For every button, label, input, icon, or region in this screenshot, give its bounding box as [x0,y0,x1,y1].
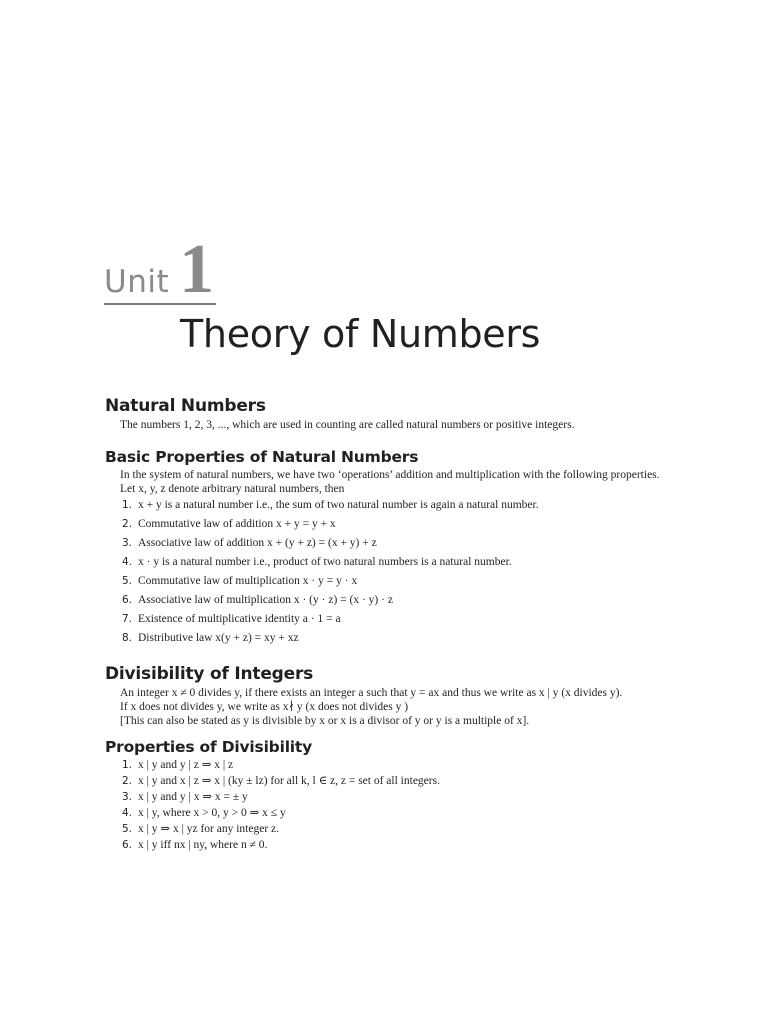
item-number: 8. [121,632,132,644]
item-number: 2. [121,775,132,787]
item-text: x | y and y | x ⇒ x = ± y [138,791,248,803]
list-item [105,593,665,607]
divisibility-note: [This can also be stated as y is divisible by x or x is a divisor of y or y is a multiple of x]. [120,715,530,727]
list-item [105,838,665,852]
item-number: 3. [121,791,132,803]
list-item [105,517,665,531]
heading-natural-numbers: Natural Numbers [105,396,266,416]
item-number: 7. [121,613,132,625]
heading-divisibility: Divisibility of Integers [105,664,314,684]
item-text: x · y is a natural number i.e., product of two natural numbers is a natural number. [138,556,512,568]
item-text: Associative law of addition x + (y + z) = (x + y) + z [138,537,377,549]
unit-label [104,231,216,308]
item-number: 1. [121,499,132,511]
unit-word: Unit [104,264,170,300]
page-content [105,396,665,852]
list-item [105,822,665,836]
list-item [105,806,665,820]
item-text: Commutative law of addition x + y = y + x [138,518,336,530]
basic-properties-list [105,498,665,645]
unit-rule [104,231,216,308]
list-item [105,574,665,588]
item-number: 1. [121,759,132,771]
natural-numbers-text: The numbers 1, 2, 3, ..., which are used in counting are called natural numbers or positive integers. [120,419,575,431]
list-item [105,790,665,804]
item-text: x | y ⇒ x | yz for any integer z. [138,823,280,835]
divisibility-definition: An integer x ≠ 0 divides y, if there exists an integer a such that y = ax and thus we write as x | y (x divides y). [120,687,623,699]
item-text: x | y and x | z ⇒ x | (ky ± lz) for all k, l ∈ z, z = set of all integers. [138,775,440,787]
item-number: 2. [121,518,132,530]
item-text: x | y iff nx | ny, where n ≠ 0. [138,839,268,851]
item-text: Existence of multiplicative identity a · 1 = a [138,613,341,625]
list-item [105,612,665,626]
chapter-title: Theory of Numbers [180,312,541,356]
list-item [105,498,665,512]
item-text: Commutative law of multiplication x · y = y · x [138,575,358,587]
list-item [105,536,665,550]
list-item [105,774,665,788]
item-number: 6. [121,594,132,606]
basic-properties-let: Let x, y, z denote arbitrary natural numbers, then [120,483,345,495]
item-number: 4. [121,807,132,819]
item-number: 3. [121,537,132,549]
item-text: Distributive law x(y + z) = xy + xz [138,632,299,644]
divisibility-not-divides: If x does not divides y, we write as x∤ y (x does not divides y ) [120,701,409,713]
item-text: x | y, where x > 0, y > 0 ⇒ x ≤ y [138,807,286,819]
heading-divisibility-properties: Properties of Divisibility [105,738,313,756]
item-number: 5. [121,823,132,835]
list-item [105,631,665,645]
item-number: 5. [121,575,132,587]
heading-basic-properties: Basic Properties of Natural Numbers [105,448,419,466]
item-number: 6. [121,839,132,851]
list-item [105,555,665,569]
item-text: x | y and y | z ⇒ x | z [138,759,234,771]
item-text: Associative law of multiplication x · (y · z) = (x · y) · z [138,594,393,606]
list-item [105,758,665,772]
item-number: 4. [121,556,132,568]
basic-properties-intro: In the system of natural numbers, we have two ‘operations’ addition and multiplication with the following properties. [120,469,660,481]
divisibility-properties-list [105,758,665,852]
item-text: x + y is a natural number i.e., the sum of two natural number is again a natural number. [138,499,539,511]
unit-number: 1 [179,231,215,308]
